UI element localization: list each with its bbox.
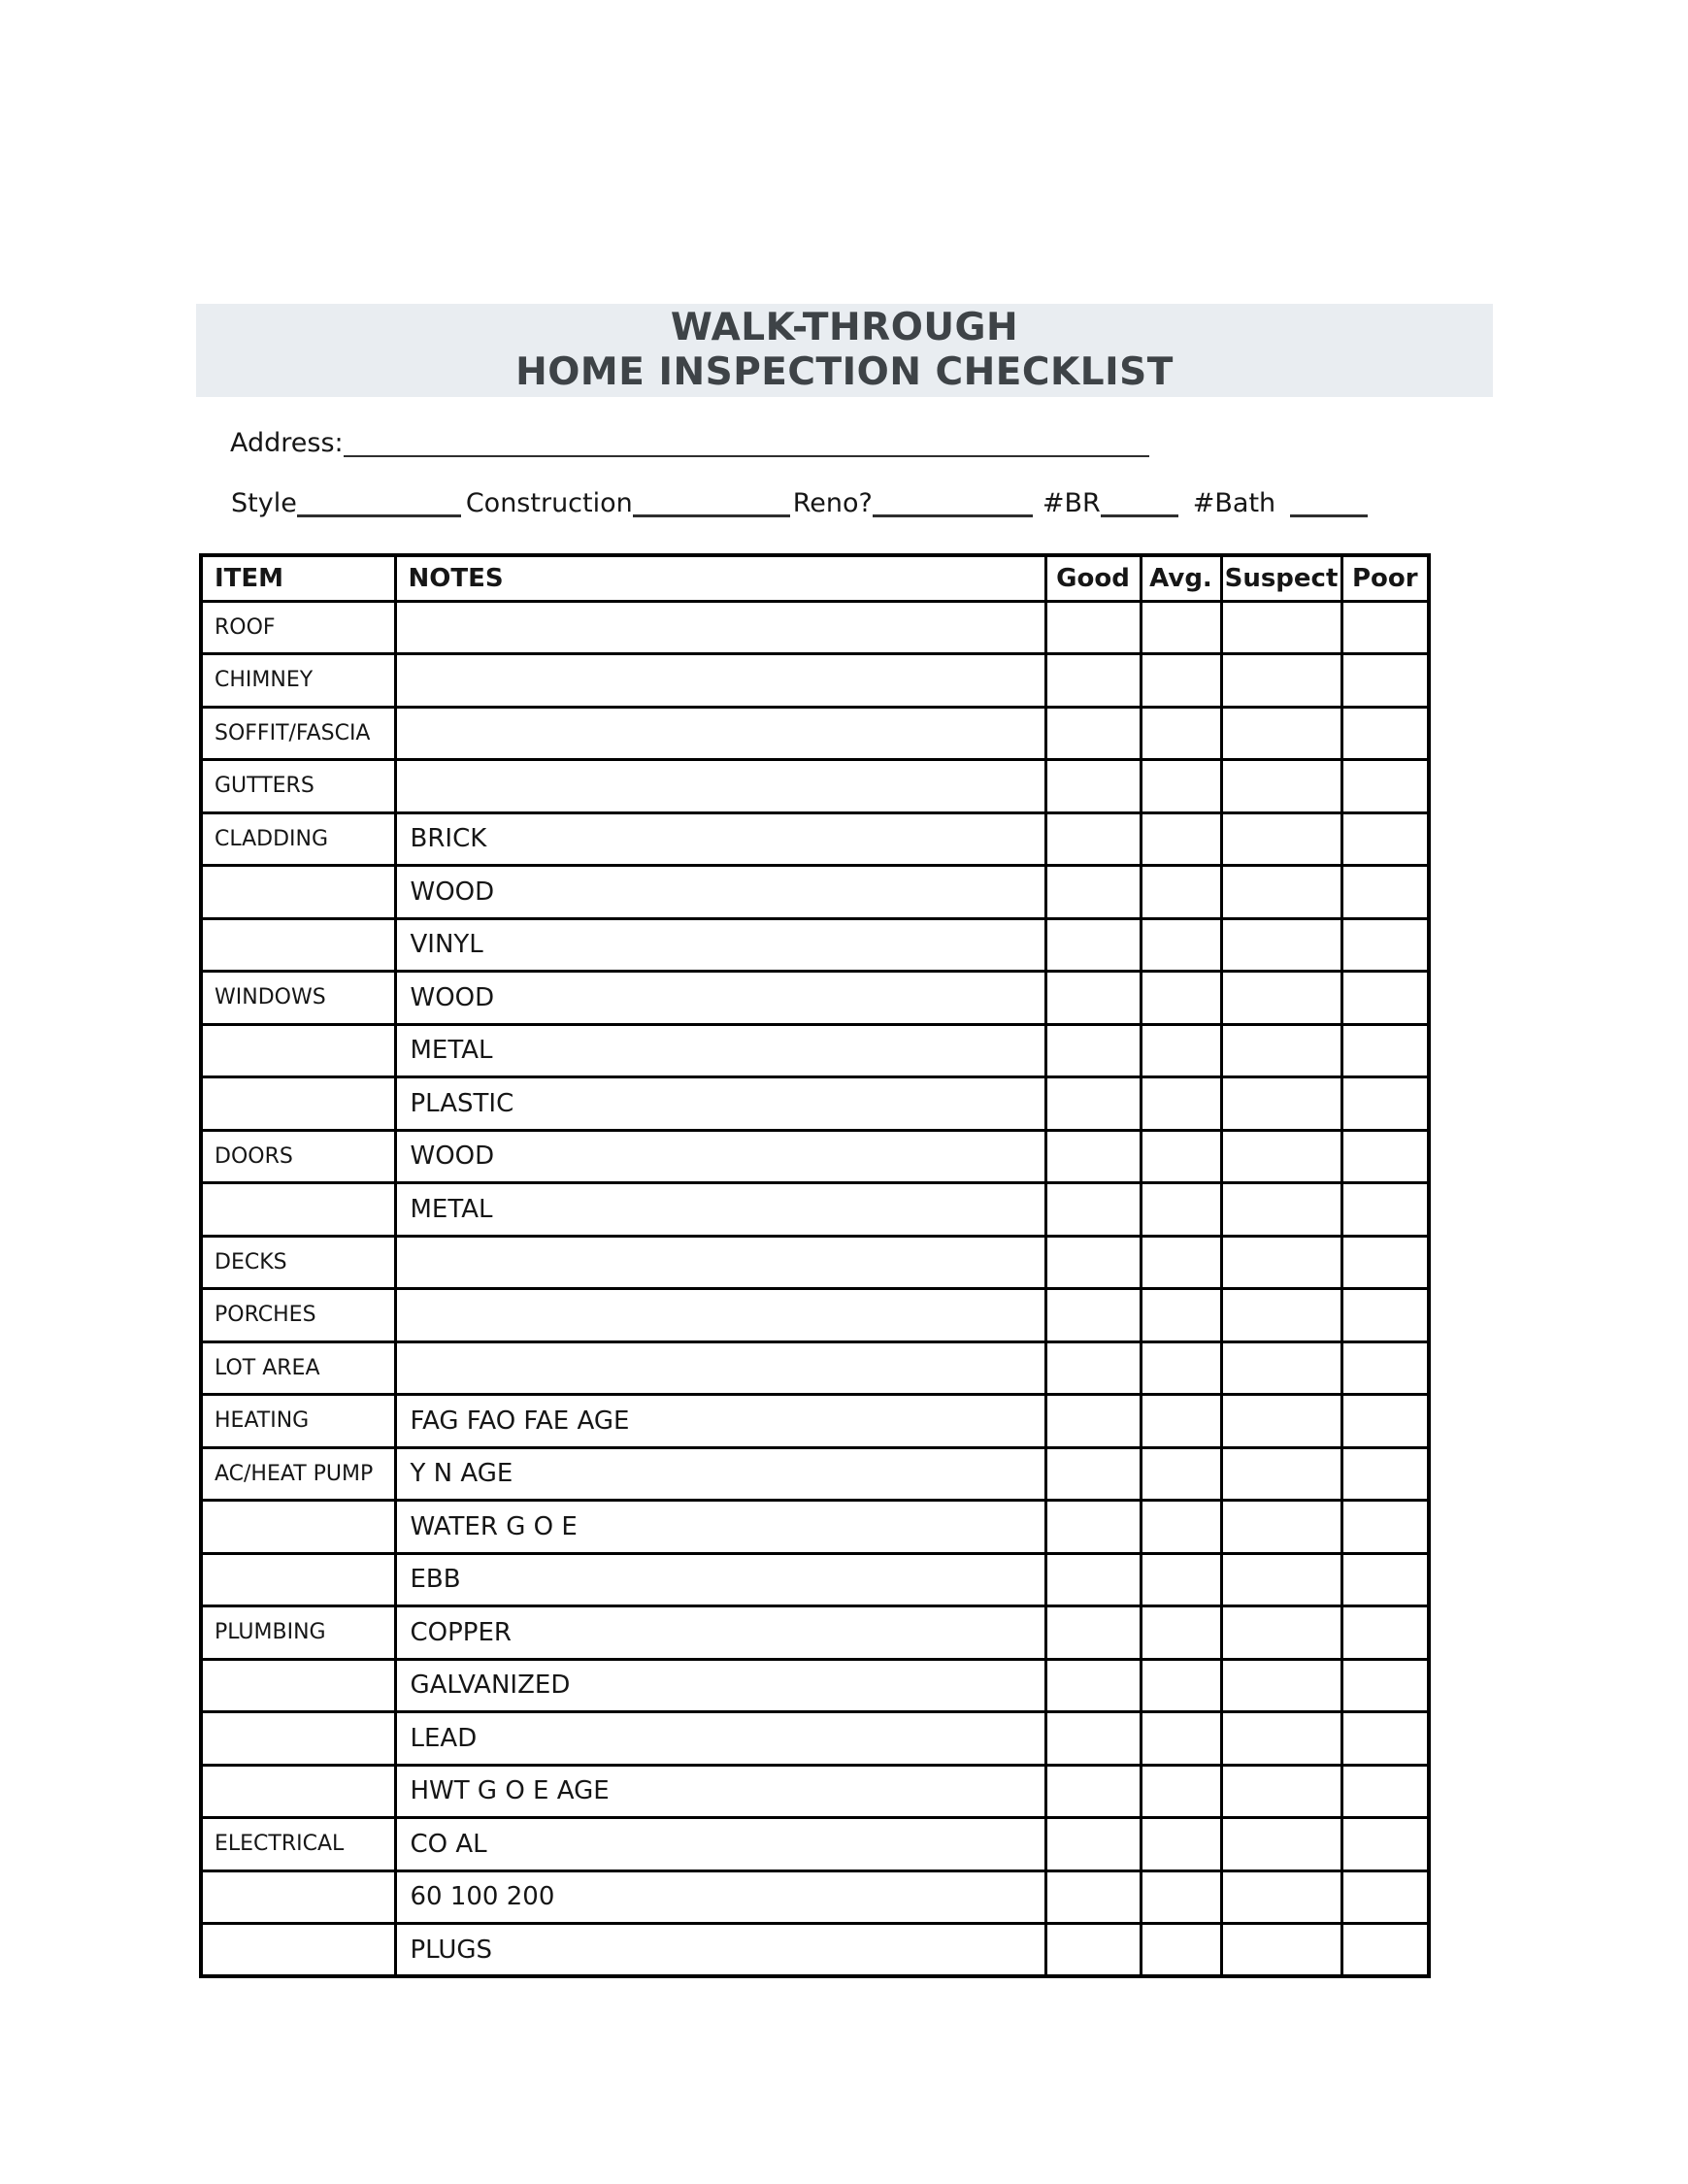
rating-cell-avg bbox=[1141, 1130, 1221, 1183]
notes-cell: HWT G O E AGE bbox=[395, 1765, 1045, 1818]
rating-cell-poor bbox=[1341, 812, 1429, 866]
item-cell bbox=[201, 1659, 395, 1712]
table-row bbox=[201, 1395, 1429, 1448]
item-cell bbox=[201, 1870, 395, 1924]
rating-cell-suspect bbox=[1221, 1712, 1341, 1766]
rating-cell-poor bbox=[1341, 918, 1429, 972]
rating-cell-good bbox=[1045, 812, 1141, 866]
rating-cell-avg bbox=[1141, 1183, 1221, 1237]
rating-cell-suspect bbox=[1221, 1341, 1341, 1395]
rating-cell-poor bbox=[1341, 1130, 1429, 1183]
table-row bbox=[201, 1447, 1429, 1501]
table-row bbox=[201, 1606, 1429, 1660]
item-cell bbox=[201, 1183, 395, 1237]
item-cell: ELECTRICAL bbox=[201, 1818, 395, 1871]
column-header-suspect: Suspect bbox=[1221, 555, 1341, 601]
notes-cell: FAG FAO FAE AGE bbox=[395, 1395, 1045, 1448]
notes-cell: Y N AGE bbox=[395, 1447, 1045, 1501]
table-row bbox=[201, 1341, 1429, 1395]
rating-cell-poor bbox=[1341, 1395, 1429, 1448]
table-row bbox=[201, 1236, 1429, 1289]
item-cell: DECKS bbox=[201, 1236, 395, 1289]
rating-cell-poor bbox=[1341, 1447, 1429, 1501]
notes-cell bbox=[395, 707, 1045, 760]
rating-cell-good bbox=[1045, 601, 1141, 654]
table-row bbox=[201, 1818, 1429, 1871]
column-header-avg: Avg. bbox=[1141, 555, 1221, 601]
table-row bbox=[201, 1077, 1429, 1131]
rating-cell-poor bbox=[1341, 1236, 1429, 1289]
rating-cell-avg bbox=[1141, 918, 1221, 972]
rating-cell-suspect bbox=[1221, 1765, 1341, 1818]
rating-cell-good bbox=[1045, 1236, 1141, 1289]
notes-cell bbox=[395, 1236, 1045, 1289]
rating-cell-suspect bbox=[1221, 1818, 1341, 1871]
rating-cell-suspect bbox=[1221, 1924, 1341, 1977]
item-cell: SOFFIT/FASCIA bbox=[201, 707, 395, 760]
table-row bbox=[201, 1183, 1429, 1237]
rating-cell-poor bbox=[1341, 866, 1429, 919]
bath-label: #Bath bbox=[1192, 488, 1276, 518]
title-line-2: HOME INSPECTION CHECKLIST bbox=[515, 350, 1174, 394]
rating-cell-poor bbox=[1341, 1659, 1429, 1712]
rating-cell-suspect bbox=[1221, 707, 1341, 760]
title-line-1: WALK-THROUGH bbox=[670, 306, 1019, 349]
rating-cell-good bbox=[1045, 1289, 1141, 1342]
rating-cell-avg bbox=[1141, 707, 1221, 760]
notes-cell: WOOD bbox=[395, 972, 1045, 1025]
rating-cell-good bbox=[1045, 972, 1141, 1025]
style-blank-line bbox=[297, 514, 461, 517]
rating-cell-poor bbox=[1341, 1501, 1429, 1554]
rating-cell-good bbox=[1045, 1183, 1141, 1237]
notes-cell: CO AL bbox=[395, 1818, 1045, 1871]
construction-field bbox=[466, 488, 790, 518]
item-cell: LOT AREA bbox=[201, 1341, 395, 1395]
rating-cell-suspect bbox=[1221, 1289, 1341, 1342]
item-cell: DOORS bbox=[201, 1130, 395, 1183]
rating-cell-poor bbox=[1341, 1606, 1429, 1660]
rating-cell-suspect bbox=[1221, 654, 1341, 708]
notes-cell: LEAD bbox=[395, 1712, 1045, 1766]
item-cell: AC/HEAT PUMP bbox=[201, 1447, 395, 1501]
notes-cell: WOOD bbox=[395, 1130, 1045, 1183]
item-cell bbox=[201, 1501, 395, 1554]
reno-label: Reno? bbox=[792, 488, 873, 518]
notes-cell: 60 100 200 bbox=[395, 1870, 1045, 1924]
rating-cell-suspect bbox=[1221, 866, 1341, 919]
br-blank-line bbox=[1101, 514, 1178, 517]
br-label: #BR bbox=[1042, 488, 1101, 518]
rating-cell-good bbox=[1045, 1870, 1141, 1924]
rating-cell-avg bbox=[1141, 1447, 1221, 1501]
rating-cell-avg bbox=[1141, 1341, 1221, 1395]
table-row bbox=[201, 707, 1429, 760]
rating-cell-poor bbox=[1341, 1183, 1429, 1237]
rating-cell-good bbox=[1045, 1553, 1141, 1606]
item-cell bbox=[201, 1924, 395, 1977]
notes-cell: GALVANIZED bbox=[395, 1659, 1045, 1712]
br-field bbox=[1043, 488, 1178, 518]
rating-cell-suspect bbox=[1221, 1606, 1341, 1660]
item-cell bbox=[201, 918, 395, 972]
reno-field bbox=[793, 488, 1033, 518]
rating-cell-good bbox=[1045, 1130, 1141, 1183]
column-header-good: Good bbox=[1045, 555, 1141, 601]
table-row bbox=[201, 812, 1429, 866]
notes-cell: COPPER bbox=[395, 1606, 1045, 1660]
notes-cell bbox=[395, 601, 1045, 654]
rating-cell-good bbox=[1045, 918, 1141, 972]
rating-cell-poor bbox=[1341, 1553, 1429, 1606]
construction-label: Construction bbox=[465, 488, 633, 518]
notes-cell bbox=[395, 654, 1045, 708]
notes-cell: WATER G O E bbox=[395, 1501, 1045, 1554]
rating-cell-poor bbox=[1341, 1712, 1429, 1766]
rating-cell-suspect bbox=[1221, 1130, 1341, 1183]
rating-cell-good bbox=[1045, 1501, 1141, 1554]
column-header-item: ITEM bbox=[201, 555, 395, 601]
column-header-poor: Poor bbox=[1341, 555, 1429, 601]
rating-cell-poor bbox=[1341, 1077, 1429, 1131]
rating-cell-good bbox=[1045, 1924, 1141, 1977]
item-cell bbox=[201, 1024, 395, 1077]
rating-cell-poor bbox=[1341, 1341, 1429, 1395]
table-row bbox=[201, 1659, 1429, 1712]
rating-cell-poor bbox=[1341, 1289, 1429, 1342]
rating-cell-poor bbox=[1341, 1765, 1429, 1818]
rating-cell-suspect bbox=[1221, 1183, 1341, 1237]
rating-cell-good bbox=[1045, 1395, 1141, 1448]
rating-cell-good bbox=[1045, 1077, 1141, 1131]
table-row bbox=[201, 1130, 1429, 1183]
table-row bbox=[201, 866, 1429, 919]
notes-cell: BRICK bbox=[395, 812, 1045, 866]
rating-cell-avg bbox=[1141, 1289, 1221, 1342]
rating-cell-poor bbox=[1341, 1924, 1429, 1977]
rating-cell-avg bbox=[1141, 1870, 1221, 1924]
reno-blank-line bbox=[873, 514, 1033, 517]
rating-cell-poor bbox=[1341, 707, 1429, 760]
rating-cell-good bbox=[1045, 1765, 1141, 1818]
item-cell: GUTTERS bbox=[201, 760, 395, 813]
table-row bbox=[201, 1501, 1429, 1554]
notes-cell: PLUGS bbox=[395, 1924, 1045, 1977]
rating-cell-avg bbox=[1141, 866, 1221, 919]
rating-cell-good bbox=[1045, 1659, 1141, 1712]
rating-cell-poor bbox=[1341, 1870, 1429, 1924]
rating-cell-good bbox=[1045, 1606, 1141, 1660]
rating-cell-avg bbox=[1141, 1924, 1221, 1977]
rating-cell-suspect bbox=[1221, 1447, 1341, 1501]
rating-cell-avg bbox=[1141, 1818, 1221, 1871]
style-field bbox=[231, 488, 461, 518]
title-banner bbox=[196, 304, 1493, 397]
rating-cell-poor bbox=[1341, 654, 1429, 708]
table-row bbox=[201, 1765, 1429, 1818]
rating-cell-poor bbox=[1341, 1818, 1429, 1871]
address-row bbox=[230, 428, 1149, 458]
item-cell: CHIMNEY bbox=[201, 654, 395, 708]
table-row bbox=[201, 1024, 1429, 1077]
table-row bbox=[201, 1553, 1429, 1606]
rating-cell-avg bbox=[1141, 812, 1221, 866]
notes-cell: WOOD bbox=[395, 866, 1045, 919]
item-cell bbox=[201, 1553, 395, 1606]
rating-cell-avg bbox=[1141, 654, 1221, 708]
item-cell: PORCHES bbox=[201, 1289, 395, 1342]
table-row bbox=[201, 654, 1429, 708]
rating-cell-poor bbox=[1341, 1024, 1429, 1077]
table-row bbox=[201, 760, 1429, 813]
rating-cell-avg bbox=[1141, 1024, 1221, 1077]
table-row bbox=[201, 601, 1429, 654]
rating-cell-good bbox=[1045, 707, 1141, 760]
notes-cell: METAL bbox=[395, 1183, 1045, 1237]
notes-cell: METAL bbox=[395, 1024, 1045, 1077]
rating-cell-good bbox=[1045, 1341, 1141, 1395]
item-cell: PLUMBING bbox=[201, 1606, 395, 1660]
rating-cell-good bbox=[1045, 1447, 1141, 1501]
item-cell bbox=[201, 866, 395, 919]
rating-cell-suspect bbox=[1221, 1870, 1341, 1924]
bath-field bbox=[1193, 488, 1368, 518]
item-cell: HEATING bbox=[201, 1395, 395, 1448]
rating-cell-good bbox=[1045, 1712, 1141, 1766]
rating-cell-good bbox=[1045, 1818, 1141, 1871]
item-cell: ROOF bbox=[201, 601, 395, 654]
rating-cell-good bbox=[1045, 1024, 1141, 1077]
rating-cell-good bbox=[1045, 760, 1141, 813]
notes-cell: PLASTIC bbox=[395, 1077, 1045, 1131]
rating-cell-avg bbox=[1141, 1236, 1221, 1289]
construction-blank-line bbox=[633, 514, 790, 517]
bath-blank-line bbox=[1290, 514, 1368, 517]
rating-cell-suspect bbox=[1221, 812, 1341, 866]
header-row bbox=[201, 555, 1429, 601]
rating-cell-suspect bbox=[1221, 601, 1341, 654]
rating-cell-suspect bbox=[1221, 1077, 1341, 1131]
rating-cell-avg bbox=[1141, 1077, 1221, 1131]
rating-cell-suspect bbox=[1221, 1659, 1341, 1712]
rating-cell-suspect bbox=[1221, 1395, 1341, 1448]
rating-cell-avg bbox=[1141, 760, 1221, 813]
item-cell bbox=[201, 1712, 395, 1766]
rating-cell-avg bbox=[1141, 1606, 1221, 1660]
table-row bbox=[201, 1712, 1429, 1766]
rating-cell-avg bbox=[1141, 1765, 1221, 1818]
item-cell bbox=[201, 1077, 395, 1131]
rating-cell-suspect bbox=[1221, 760, 1341, 813]
column-header-notes: NOTES bbox=[395, 555, 1045, 601]
notes-cell bbox=[395, 1289, 1045, 1342]
item-cell: CLADDING bbox=[201, 812, 395, 866]
rating-cell-avg bbox=[1141, 601, 1221, 654]
notes-cell: EBB bbox=[395, 1553, 1045, 1606]
rating-cell-avg bbox=[1141, 1712, 1221, 1766]
rating-cell-poor bbox=[1341, 601, 1429, 654]
style-label: Style bbox=[231, 488, 297, 518]
rating-cell-avg bbox=[1141, 1659, 1221, 1712]
table-row bbox=[201, 1924, 1429, 1977]
notes-cell bbox=[395, 1341, 1045, 1395]
rating-cell-good bbox=[1045, 866, 1141, 919]
rating-cell-avg bbox=[1141, 1553, 1221, 1606]
address-label: Address: bbox=[230, 428, 344, 458]
rating-cell-suspect bbox=[1221, 1501, 1341, 1554]
rating-cell-avg bbox=[1141, 1395, 1221, 1448]
style-row bbox=[231, 488, 1368, 518]
rating-cell-suspect bbox=[1221, 1553, 1341, 1606]
table-row bbox=[201, 1870, 1429, 1924]
address-blank-line bbox=[344, 455, 1149, 457]
rating-cell-suspect bbox=[1221, 918, 1341, 972]
rating-cell-suspect bbox=[1221, 972, 1341, 1025]
rating-cell-avg bbox=[1141, 1501, 1221, 1554]
rating-cell-suspect bbox=[1221, 1024, 1341, 1077]
table-row bbox=[201, 918, 1429, 972]
item-cell: WINDOWS bbox=[201, 972, 395, 1025]
rating-cell-avg bbox=[1141, 972, 1221, 1025]
table-header bbox=[201, 555, 1429, 601]
rating-cell-suspect bbox=[1221, 1236, 1341, 1289]
table-row bbox=[201, 1289, 1429, 1342]
notes-cell: VINYL bbox=[395, 918, 1045, 972]
rating-cell-good bbox=[1045, 654, 1141, 708]
rating-cell-poor bbox=[1341, 972, 1429, 1025]
checklist-body bbox=[201, 601, 1429, 1976]
table-row bbox=[201, 972, 1429, 1025]
inspection-checklist-table bbox=[199, 553, 1431, 1978]
rating-cell-poor bbox=[1341, 760, 1429, 813]
item-cell bbox=[201, 1765, 395, 1818]
notes-cell bbox=[395, 760, 1045, 813]
